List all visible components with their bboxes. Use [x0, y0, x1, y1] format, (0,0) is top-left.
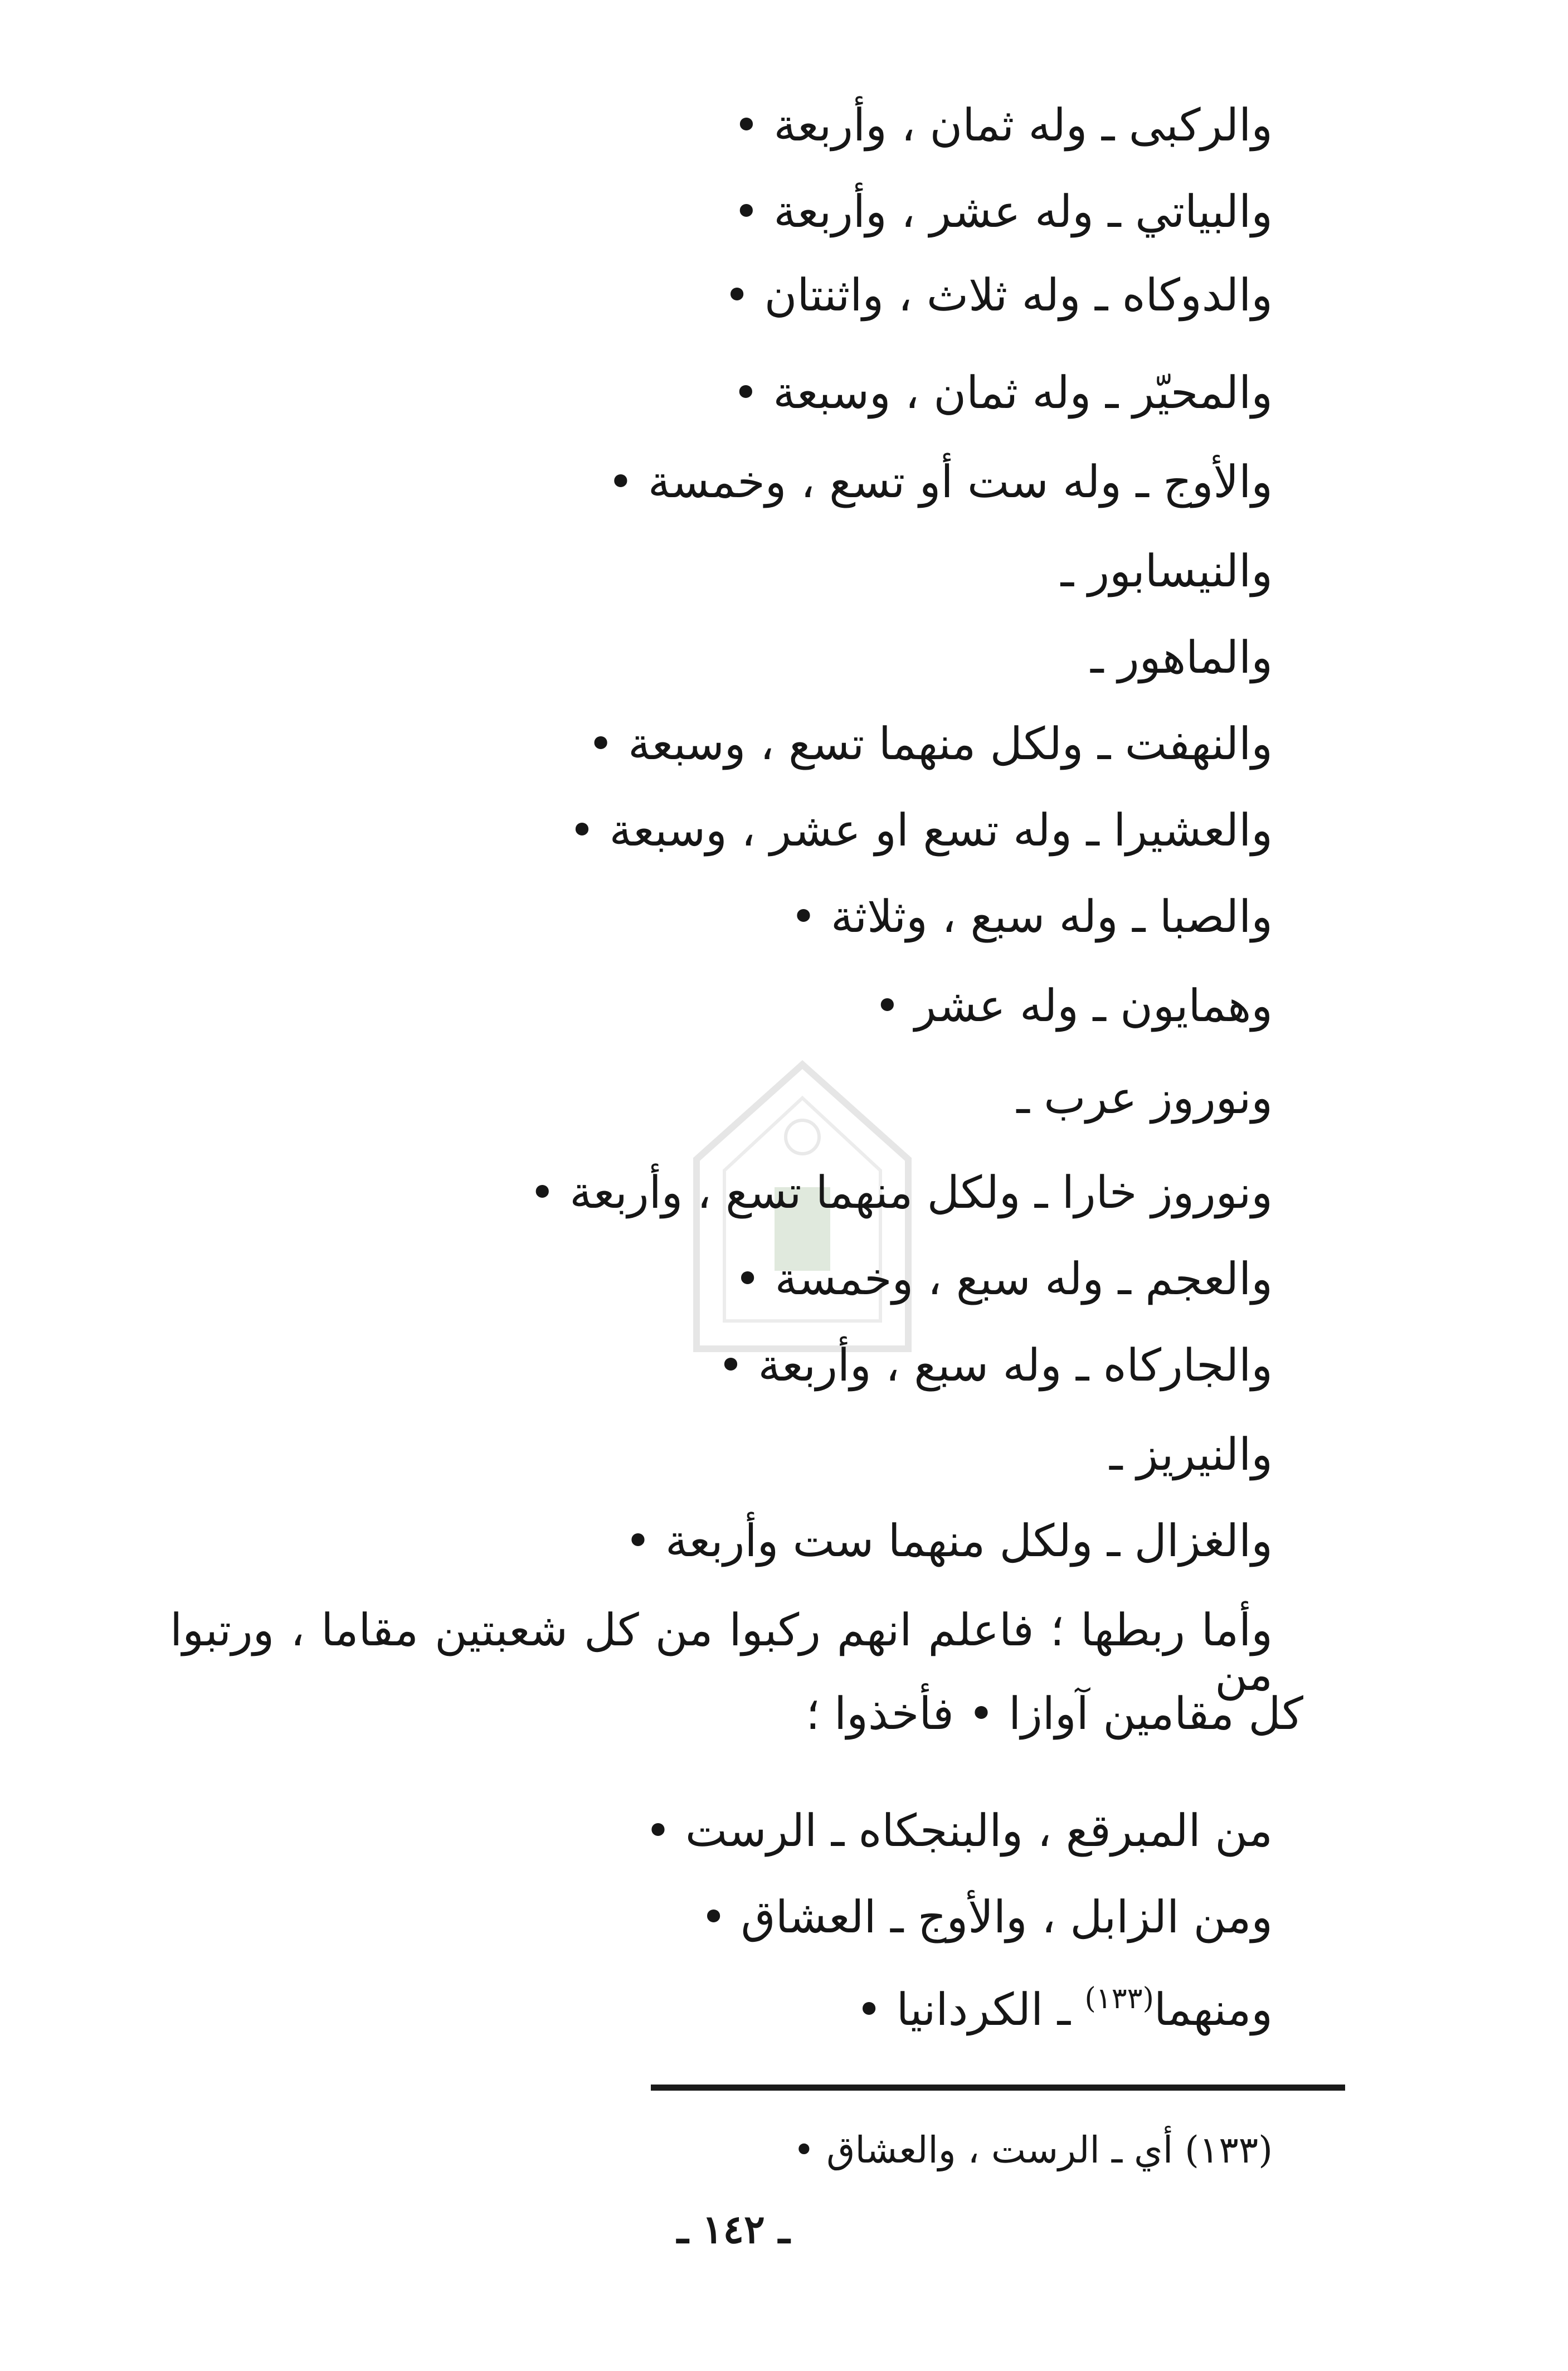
- text-line: والعشيرا ـ وله تسع او عشر ، وسبعة •: [568, 804, 1273, 856]
- text-line: والنهفت ـ ولكل منهما تسع ، وسبعة •: [587, 718, 1273, 770]
- footnote-divider: [651, 2085, 1345, 2091]
- text-line: والبياتي ـ وله عشر ، وأربعة •: [733, 186, 1273, 237]
- text-line: والجاركاه ـ وله سبع ، وأربعة •: [717, 1339, 1273, 1391]
- text-line: والركبى ـ وله ثمان ، وأربعة •: [733, 99, 1273, 151]
- text-line: والنيريز ـ: [1109, 1429, 1273, 1480]
- text-line-with-footnote-mark: [856, 1982, 1273, 2035]
- text-segment: ومنهما: [1153, 1984, 1273, 2035]
- paragraph: [170, 1604, 1303, 1740]
- text-line: والغزال ـ ولكل منهما ست وأربعة •: [625, 1515, 1273, 1567]
- text-line: والأوج ـ وله ست أو تسع ، وخمسة •: [607, 456, 1273, 508]
- text-line: من المبرقع ، والبنجكاه ـ الرست •: [645, 1805, 1273, 1857]
- text-line: وهمايون ـ وله عشر •: [874, 980, 1273, 1032]
- text-line: ونوروز خارا ـ ولكل منهما تسع ، وأربعة •: [529, 1167, 1273, 1218]
- text-segment: ـ الكردانيا •: [856, 1984, 1085, 2035]
- text-line: والصبا ـ وله سبع ، وثلاثة •: [790, 891, 1273, 942]
- text-line: والمحيّر ـ وله ثمان ، وسبعة •: [732, 367, 1273, 419]
- footnote-marker: (١٣٣): [1084, 1982, 1154, 2015]
- page-number: ـ ١٤٢ ـ: [677, 2206, 790, 2252]
- paragraph-line: كل مقامين آوازا • فأخذوا ؛: [806, 1688, 1303, 1740]
- text-line: والماهور ـ: [1090, 631, 1273, 683]
- text-line: ومن الزابل ، والأوج ـ العشاق •: [700, 1891, 1273, 1943]
- footnote: (١٣٣) أي ـ الرست ، والعشاق •: [793, 2129, 1273, 2171]
- text-line: ونوروز عرب ـ: [1016, 1072, 1273, 1124]
- paragraph-line: وأما ربطها ؛ فاعلم انهم ركبوا من كل شعبتين مقاما ، ورتبوا من: [170, 1604, 1273, 1700]
- text-line: والدوكاه ـ وله ثلاث ، واثنتان •: [724, 269, 1273, 321]
- text-line: والعجم ـ وله سبع ، وخمسة •: [734, 1253, 1273, 1305]
- text-line: والنيسابور ـ: [1060, 545, 1273, 597]
